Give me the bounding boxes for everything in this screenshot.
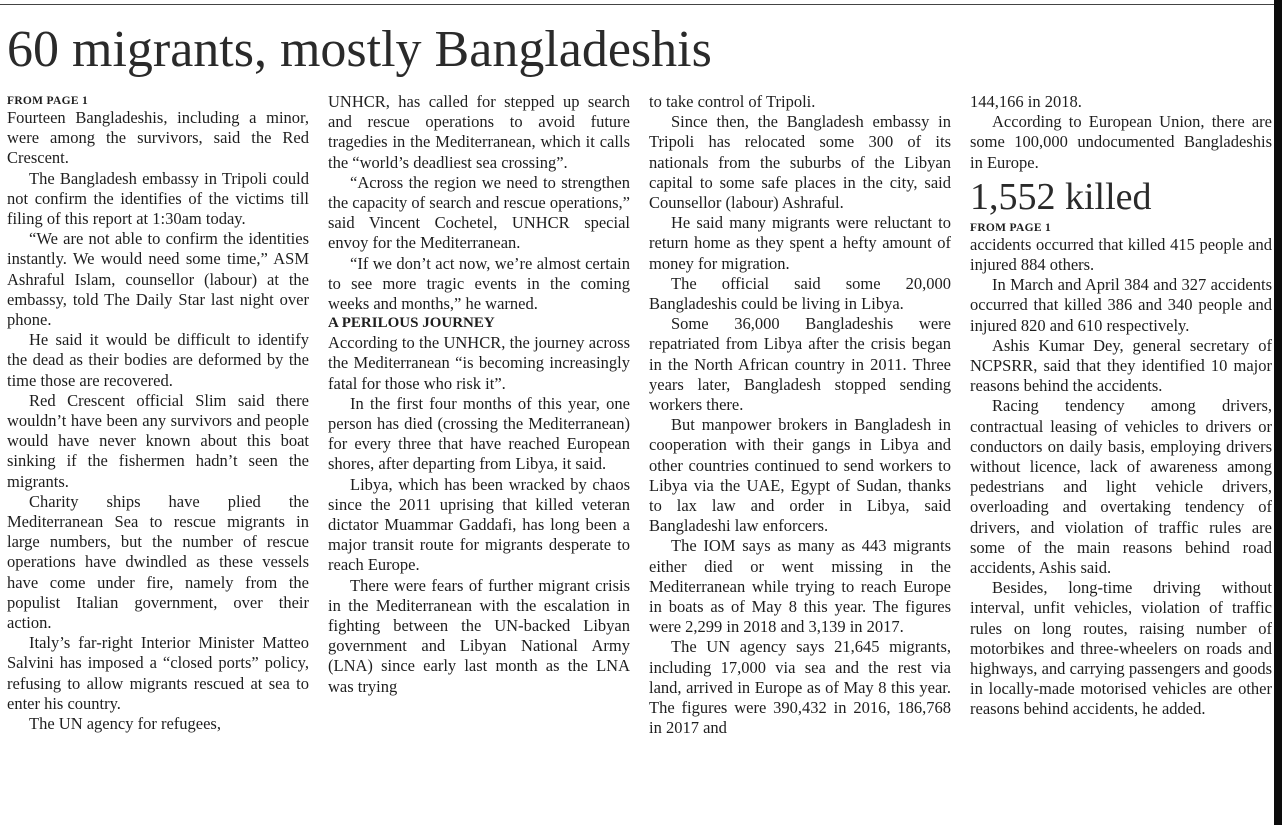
paragraph: Since then, the Bangladesh embassy in Tripoli has relocated some 300 of its nationals from the suburbs of the Libyan capital to some safe places in the city, said Counsellor (labour) Ashraful. xyxy=(649,112,951,213)
paragraph: UNHCR, has called for stepped up search and rescue operations to avoid future tragedies in the Mediterranean, which it calls the “world’s deadliest sea crossing”. xyxy=(328,92,630,172)
article-column-4 xyxy=(970,92,1272,720)
paragraph: Red Crescent official Slim said there wouldn’t have been any survivors and people would have never known about this boat sinking if the fishermen hadn’t seen the migrants. xyxy=(7,390,309,491)
section-subhead: A PERILOUS JOURNEY xyxy=(328,315,495,332)
top-rule xyxy=(0,4,1276,5)
paragraph: “If we don’t act now, we’re almost certain to see more tragic events in the coming weeks and months,” he warned. xyxy=(328,253,630,314)
paragraph: The IOM says as many as 443 migrants either died or went missing in the Mediterranean while trying to reach Europe in boats as of May 8 this year. The figures were 2,299 in 2018 and 3,139 in 2017. xyxy=(649,536,951,637)
paragraph: “We are not able to confirm the identities instantly. We would need some time,” ASM Ashraful Islam, counsellor (labour) at the embassy, told The Daily Star last night over phone. xyxy=(7,229,309,330)
paragraph: The UN agency says 21,645 migrants, including 17,000 via sea and the rest via land, arrived in Europe as of May 8 this year. The figures were 390,432 in 2016, 186,768 in 2017 and xyxy=(649,637,951,738)
paragraph: Besides, long-time driving without interval, unfit vehicles, violation of traffic rules on long routes, raising number of motorbikes and three-wheelers on roads and highways, and carrying passengers and goods in locally-made motorised vehicles are other reasons behind accidents, he added. xyxy=(970,578,1272,719)
article-column-3 xyxy=(649,92,951,739)
paragraph: He said many migrants were reluctant to return home as they spent a hefty amount of money for migration. xyxy=(649,213,951,273)
paragraph: In the first four months of this year, one person has died (crossing the Mediterranean) for every three that have reached European shores, after departing from Libya, it said. xyxy=(328,393,630,474)
paragraph: Some 36,000 Bangladeshis were repatriated from Libya after the crisis began in the North African country in 2011. Three years later, Bangladesh stopped sending workers there. xyxy=(649,314,951,415)
paragraph: According to the UNHCR, the journey across the Mediterranean “is becoming increasingly fatal for those who risk it”. xyxy=(328,333,630,393)
article-column-1 xyxy=(7,92,309,734)
paragraph: The official said some 20,000 Bangladeshis could be living in Libya. xyxy=(649,273,951,314)
paragraph: Fourteen Bangladeshis, including a minor, were among the survivors, said the Red Crescent. xyxy=(7,108,309,168)
second-article-headline: 1,552 killed xyxy=(970,175,1152,218)
paragraph: In March and April 384 and 327 accidents occurred that killed 386 and 340 people and injured 820 and 610 respectively. xyxy=(970,275,1272,335)
article-headline: 60 migrants, mostly Bangladeshis xyxy=(7,21,712,78)
from-page-kicker: FROM PAGE 1 xyxy=(970,221,1052,234)
paragraph: He said it would be difficult to identify the dead as their bodies are deformed by the time those are recovered. xyxy=(7,330,309,390)
paragraph: Libya, which has been wracked by chaos since the 2011 uprising that killed veteran dictator Muammar Gaddafi, has long been a major transit route for migrants desperate to reach Europe. xyxy=(328,474,630,575)
article-column-2 xyxy=(328,92,630,697)
paragraph: Ashis Kumar Dey, general secretary of NCPSRR, said that they identified 10 major reasons behind the accidents. xyxy=(970,335,1272,396)
paragraph: But manpower brokers in Bangladesh in cooperation with their gangs in Libya and other countries continued to send workers to Libya via the UAE, Egypt of Sudan, thanks to lax law and order in Libya, said Bangladeshi law enforcers. xyxy=(649,415,951,536)
paragraph: 144,166 in 2018. xyxy=(970,92,1082,111)
paragraph: The Bangladesh embassy in Tripoli could not confirm the identifies of the victims till filing of this report at 1:30am today. xyxy=(7,168,309,229)
paragraph: Charity ships have plied the Mediterranean Sea to rescue migrants in large numbers, but the number of rescue operations have dwindled as these vessels have come under fire, namely from the populist Italian government, over their action. xyxy=(7,491,309,633)
paragraph: According to European Union, there are some 100,000 undocumented Bangladeshis in Europe. xyxy=(970,112,1272,172)
paragraph: Italy’s far-right Interior Minister Matteo Salvini has imposed a “closed ports” policy, refusing to allow migrants rescued at sea to enter his country. xyxy=(7,633,309,713)
paragraph: Racing tendency among drivers, contractual leasing of vehicles to drivers or conductors on daily basis, employing drivers without licence, lack of awareness among pedestrians and light vehicle drivers, overloading and overtaking tendency of drivers, and violation of traffic rules are some of the main reasons behind road accidents, Ashis said. xyxy=(970,396,1272,578)
paragraph: There were fears of further migrant crisis in the Mediterranean with the escalation in fighting between the UN-backed Libyan government and Libyan National Army (LNA) since early last month as the LNA was trying xyxy=(328,575,630,696)
paragraph: accidents occurred that killed 415 people and injured 884 others. xyxy=(970,234,1272,275)
paragraph: to take control of Tripoli. xyxy=(649,92,816,111)
paragraph: “Across the region we need to strengthen the capacity of search and rescue operations,” said Vincent Cochetel, UNHCR special envoy for the Mediterranean. xyxy=(328,172,630,253)
scan-edge-bar xyxy=(1274,0,1282,825)
paragraph: The UN agency for refugees, xyxy=(29,714,221,734)
from-page-kicker: FROM PAGE 1 xyxy=(7,95,89,107)
